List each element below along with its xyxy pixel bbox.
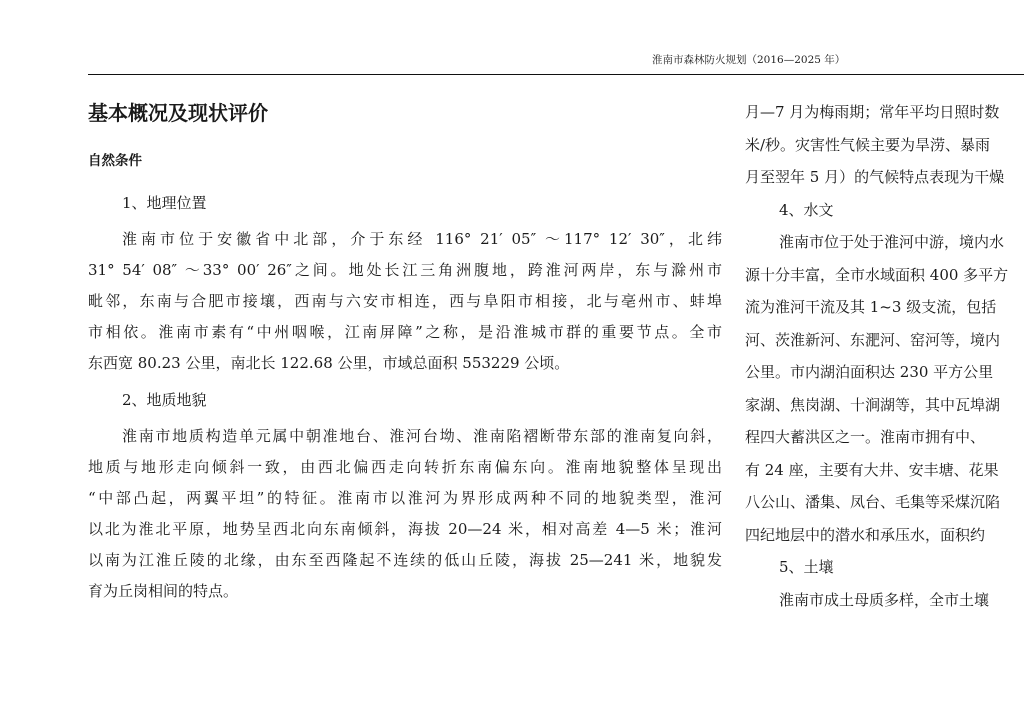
text-line: 流为淮河干流及其 1~3 级支流，包括 (745, 298, 997, 316)
soil-heading: 5、土壤 (779, 558, 834, 576)
geology-paragraph (88, 421, 722, 607)
text-line: 淮南市地质构造单元属中朝准地台、淮河台坳、淮南陷褶断带东部的淮南复向斜， (122, 427, 722, 445)
left-column (88, 96, 722, 607)
text-line: 月至翌年 5 月）的气候特点表现为干燥 (745, 168, 1005, 186)
geo-heading: 1、地理位置 (122, 194, 207, 212)
geology-heading: 2、地质地貌 (122, 391, 207, 409)
text-line: “中部凸起，两翼平坦”的特征。淮南市以淮河为界形成两种不同的地貌类型，淮河 (88, 489, 722, 507)
text-line: 以南为江淮丘陵的北缘，由东至西隆起不连续的低山丘陵，海拔 25—241 米，地貌发 (88, 551, 722, 569)
text-line: 31° 54′ 08″ ～33° 00′ 26″之间。地处长江三角洲腹地，跨淮河两岸，东与滁州市 (88, 261, 722, 279)
text-line: 地质与地形走向倾斜一致，由西北偏西走向转折东南偏东向。淮南地貌整体呈现出 (88, 458, 722, 476)
text-line: 以北为淮北平原，地势呈西北向东南倾斜，海拔 20—24 米，相对高差 4—5 米；淮河 (88, 520, 722, 538)
page-header-title: 淮南市森林防火规划（2016—2025 年） (652, 54, 846, 66)
text-line: 月—7 月为梅雨期；常年平均日照时数 (745, 103, 1000, 121)
text-line: 毗邻，东南与合肥市接壤，西南与六安市相连，西与阜阳市相接，北与亳州市、蚌埠 (88, 292, 722, 310)
text-line: 四纪地层中的潜水和承压水，面积约 (745, 525, 986, 544)
subsection-title: 自然条件 (88, 153, 142, 169)
text-line: 淮南市成土母质多样，全市土壤 (779, 590, 990, 609)
text-line: 淮南市位于处于淮河中游，境内水 (779, 233, 1005, 251)
text-line: 公里。市内湖泊面积达 230 平方公里 (745, 363, 994, 381)
hydrology-heading: 4、水文 (779, 200, 834, 219)
text-line: 程四大蓄洪区之一。淮南市拥有中、 (745, 428, 986, 446)
section-title: 基本概况及现状评价 (88, 101, 268, 125)
text-line: 源十分丰富，全市水域面积 400 多平方 (745, 265, 1009, 284)
header-divider (88, 74, 1024, 75)
text-line: 米/秒。灾害性气候主要为旱涝、暴雨 (745, 135, 991, 154)
right-column (745, 96, 1024, 724)
geo-paragraph (88, 224, 722, 379)
text-line: 东西宽 80.23 公里，南北长 122.68 公里，市域总面积 553229 公顷。 (88, 354, 570, 372)
text-line: 市相依。淮南市素有“中州咽喉，江南屏障”之称，是沿淮城市群的重要节点。全市 (88, 323, 722, 341)
text-line: 河、茨淮新河、东淝河、窑河等，境内 (745, 330, 1001, 349)
text-line: 八公山、潘集、凤台、毛集等采煤沉陷 (745, 493, 1001, 511)
text-line: 淮南市位于安徽省中北部，介于东经 116° 21′ 05″ ～117° 12′ 30″，北纬 (122, 230, 722, 248)
text-line: 育为丘岗相间的特点。 (88, 582, 239, 600)
text-line: 有 24 座，主要有大井、安丰塘、花果 (745, 460, 999, 479)
text-line: 家湖、焦岗湖、十涧湖等，其中瓦埠湖 (745, 395, 1001, 414)
